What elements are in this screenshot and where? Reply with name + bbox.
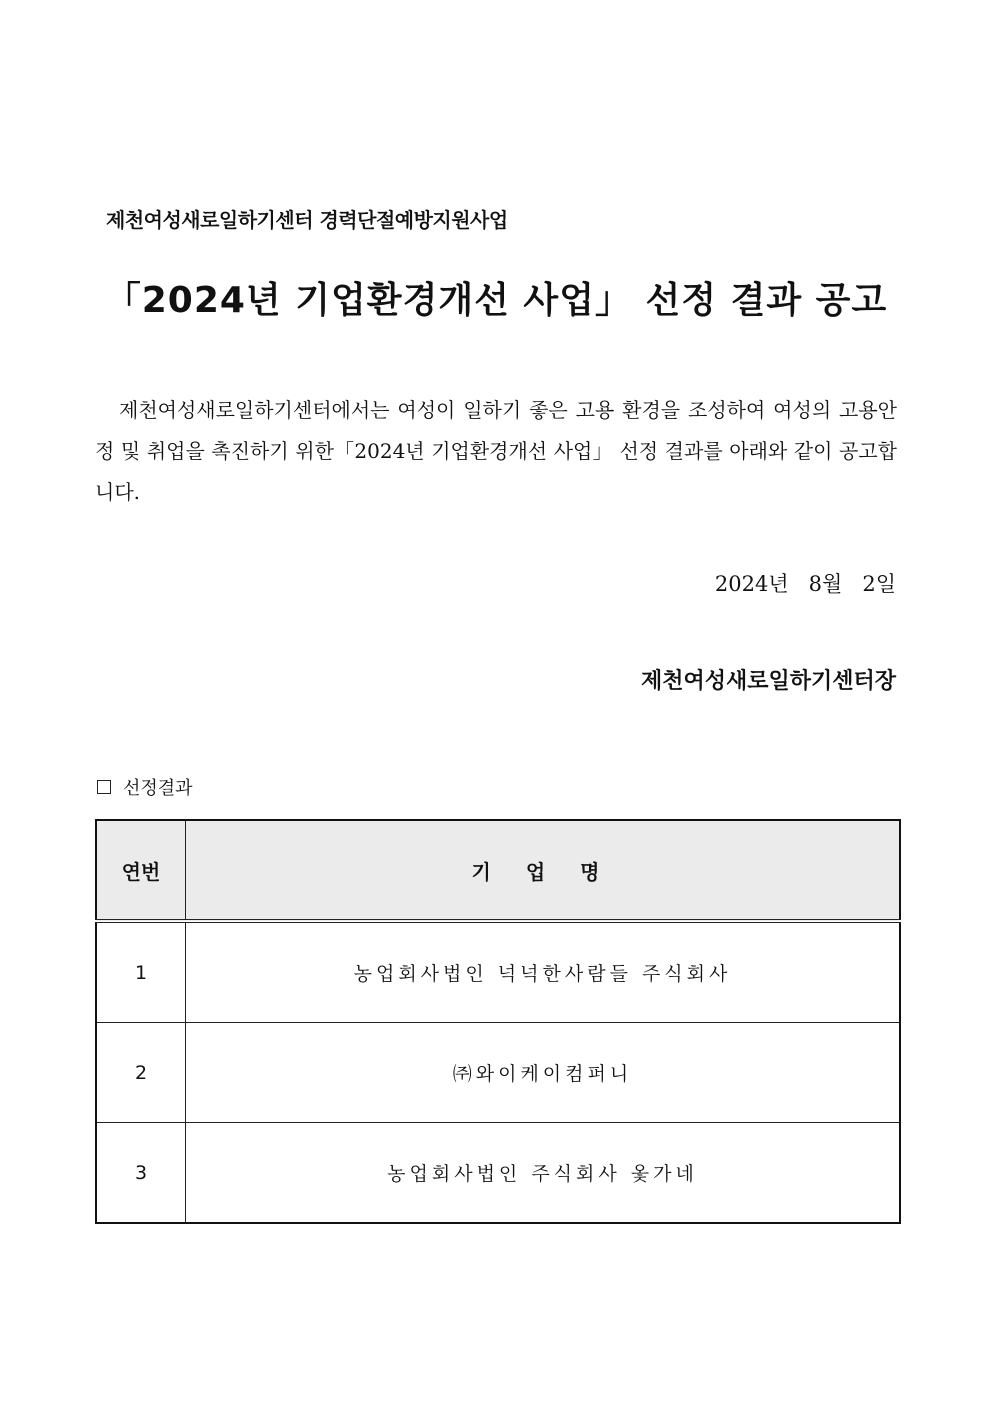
page-subtitle: 제천여성새로일하기센터 경력단절예방지원사업	[106, 208, 508, 232]
header-cell-company: 기 업 명	[186, 820, 901, 921]
header-cell-number: 연번	[96, 820, 186, 921]
checkbox-icon	[97, 780, 111, 794]
company-name: 농업회사법인 주식회사 옻가네	[186, 1123, 901, 1224]
announcement-date: 2024년 8월 2일	[714, 572, 896, 596]
row-number: 3	[96, 1123, 186, 1224]
announcement-paragraph	[95, 390, 897, 513]
signer-title: 제천여성새로일하기센터장	[640, 668, 896, 694]
announcement-text: 제천여성새로일하기센터에서는 여성이 일하기 좋은 고용 환경을 조성하여 여성의 고용안정 및 취업을 촉진하기 위한「2024년 기업환경개선 사업」 선정 결과를 아래와 같이 공고합니다.	[95, 398, 897, 504]
row-number: 2	[96, 1023, 186, 1123]
page-title: 「2024년 기업환경개선 사업」 선정 결과 공고	[104, 280, 888, 321]
section-heading-label: 선정결과	[123, 778, 193, 799]
table-header-row	[96, 820, 900, 921]
table-row	[96, 921, 900, 1023]
row-number: 1	[96, 921, 186, 1023]
section-heading	[97, 774, 193, 800]
company-name: ㈜와이케이컴퍼니	[186, 1023, 901, 1123]
table-row	[96, 1023, 900, 1123]
selection-result-table	[95, 819, 901, 1224]
company-name: 농업회사법인 넉넉한사람들 주식회사	[186, 921, 901, 1023]
table-row	[96, 1123, 900, 1224]
